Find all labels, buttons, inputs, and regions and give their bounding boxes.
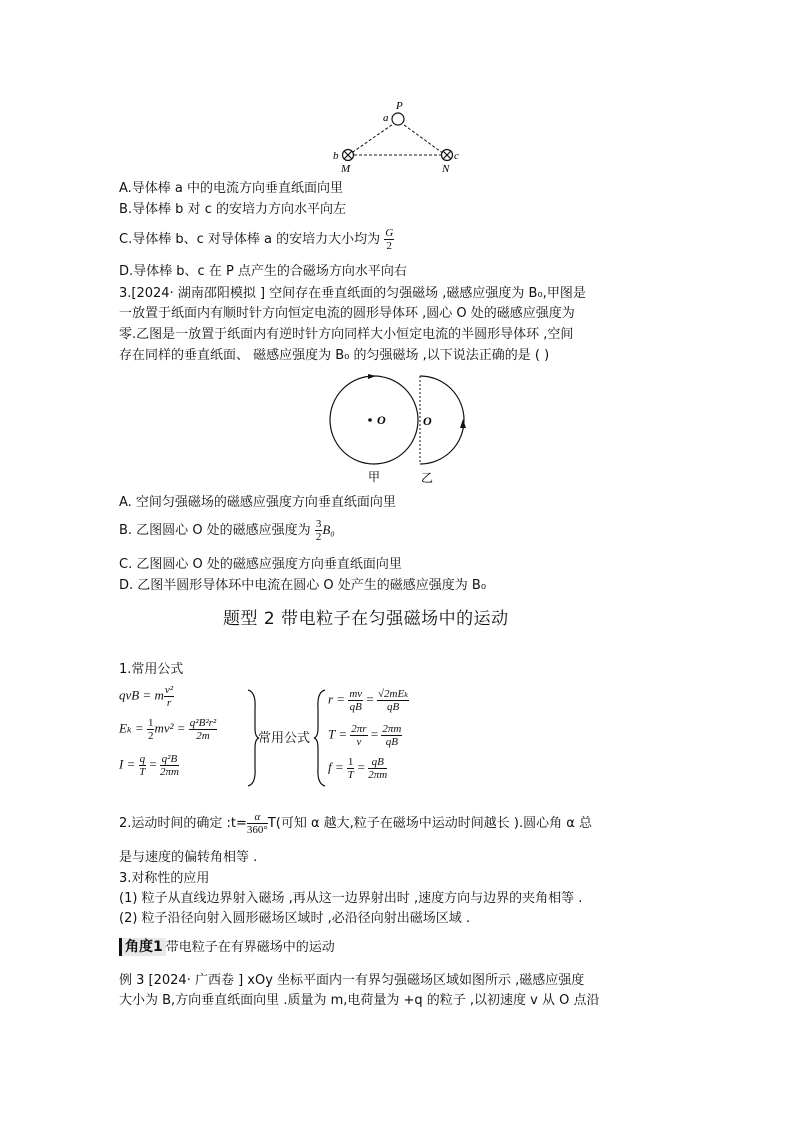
option-1d: D.导体棒 b、c 在 P 点产生的合磁场方向水平向右 (119, 264, 407, 279)
symmetry-title: 3.对称性的应用 (119, 871, 210, 886)
conductor-triangle-figure (320, 96, 470, 176)
formula-left-1: qvB = m $\frac{\text{v²}}{r}$ (119, 684, 174, 709)
option-2d: D. 乙图半圆形导体环中电流在圆心 O 处产生的磁感应强度为 B₀ (119, 578, 487, 593)
option-2b (119, 516, 335, 545)
label-p: P (396, 100, 403, 112)
line-am (350, 122, 396, 154)
question-3-line1: 3.[2024· 湖南邵阳模拟 ] 空间存在垂直纸面的匀强磁场 ,磁感应强度为 B₀,甲图是 (119, 286, 586, 301)
conductor-a-circle (392, 113, 404, 125)
time-line2: 是与速度的偏转角相等 . (119, 850, 258, 865)
time-pre: 2.运动时间的确定 :t= (119, 816, 247, 831)
label-jia: 甲 (368, 470, 381, 484)
option-2b-fraction: $\frac{3}{2}$ (315, 518, 322, 543)
angle-heading (119, 938, 335, 957)
label-yi: 乙 (421, 471, 434, 485)
question-3-line3: 零.乙图是一放置于纸面内有逆时针方向同样大小恒定电流的半圆形导体环 ,空间 (119, 327, 574, 342)
formula-left-3: I = $\frac{q}{T}$ = $\frac{\text{q²B}}{2\pi m}$ (119, 753, 179, 778)
formula-f: f = $\frac{1}{T}$ = $\frac{qB}{2\pi m}$ (328, 756, 388, 781)
semicircle-arrow-yi (460, 419, 466, 428)
time-line1 (119, 810, 592, 838)
example-line1: 例 3 [2024· 广西卷 ] xOy 坐标平面内一有界匀强磁场区域如图所示 ,磁感应强度 (119, 973, 585, 988)
option-1a: A.导体棒 a 中的电流方向垂直纸面向里 (119, 181, 344, 196)
question-3-line2: 一放置于纸面内有顺时针方向恒定电流的圆形导体环 ,圆心 O 处的磁感应强度为 (119, 306, 575, 321)
option-2b-unit: B₀ (322, 522, 335, 537)
line-an (400, 122, 444, 154)
label-n: N (442, 163, 450, 175)
formula-r: r = $\frac{mv}{qB}$ = $\frac{\text{√2mEₖ}}{qB}$ (328, 688, 409, 713)
label-m: M (341, 163, 351, 175)
symmetry-item1: (1) 粒子从直线边界射入磁场 ,再从这一边界射出时 ,速度方向与边界的夹角相等 . (119, 891, 583, 906)
formulas-title: 1.常用公式 (119, 662, 184, 677)
label-o1: O (377, 413, 386, 427)
conductor-c-cross (442, 150, 453, 161)
label-a: a (383, 112, 389, 124)
center-dot-jia (368, 418, 372, 422)
conductor-b-cross (343, 150, 354, 161)
full-ring-jia (330, 376, 418, 464)
label-b: b (333, 150, 339, 162)
time-fraction: $\frac{\alpha}{360^\circ}$ (246, 811, 268, 836)
option-1c-text: C.导体棒 b、c 对导体棒 a 的安培力大小均为 (119, 232, 381, 247)
ring-figure (322, 372, 472, 490)
option-2a: A. 空间匀强磁场的磁感应强度方向垂直纸面向里 (119, 495, 396, 510)
option-2b-text: B. 乙图圆心 O 处的磁感应强度为 (119, 523, 311, 538)
formula-left-2: Eₖ = $\frac{1}{2}$ mv² = $\frac{\text{q²B²r²}}{2m}$ (119, 717, 217, 742)
time-post: T(可知 α 越大,粒子在磁场中运动时间越长 ).圆心角 α 总 (267, 816, 592, 831)
angle-badge: 角度1 (119, 938, 166, 956)
label-c: c (454, 150, 459, 162)
option-1c (119, 226, 394, 254)
option-1c-fraction: $\frac{G}{2}$ (385, 227, 394, 252)
section-heading: 题型 2 带电粒子在匀强磁场中的运动 (223, 609, 509, 629)
label-o2: O (423, 414, 432, 428)
formula-t: T = $\frac{2\pi r}{v}$ = $\frac{2\pi m}{qB}$ (328, 723, 402, 748)
option-2c: C. 乙图圆心 O 处的磁感应强度方向垂直纸面向里 (119, 557, 402, 572)
question-3-line4: 存在同样的垂直纸面、 磁感应强度为 B₀ 的匀强磁场 ,以下说法正确的是 ( ) (119, 348, 550, 363)
formula-mid-label: 常用公式 (258, 731, 311, 746)
option-1b: B.导体棒 b 对 c 的安培力方向水平向左 (119, 202, 346, 217)
symmetry-item2: (2) 粒子沿径向射入圆形磁场区域时 ,必沿径向射出磁场区域 . (119, 911, 471, 926)
example-line2: 大小为 B,方向垂直纸面向里 .质量为 m,电荷量为 +q 的粒子 ,以初速度 v 从 O 点沿 (119, 993, 600, 1008)
angle-text: 带电粒子在有界磁场中的运动 (165, 940, 335, 955)
left-brace (313, 688, 327, 788)
